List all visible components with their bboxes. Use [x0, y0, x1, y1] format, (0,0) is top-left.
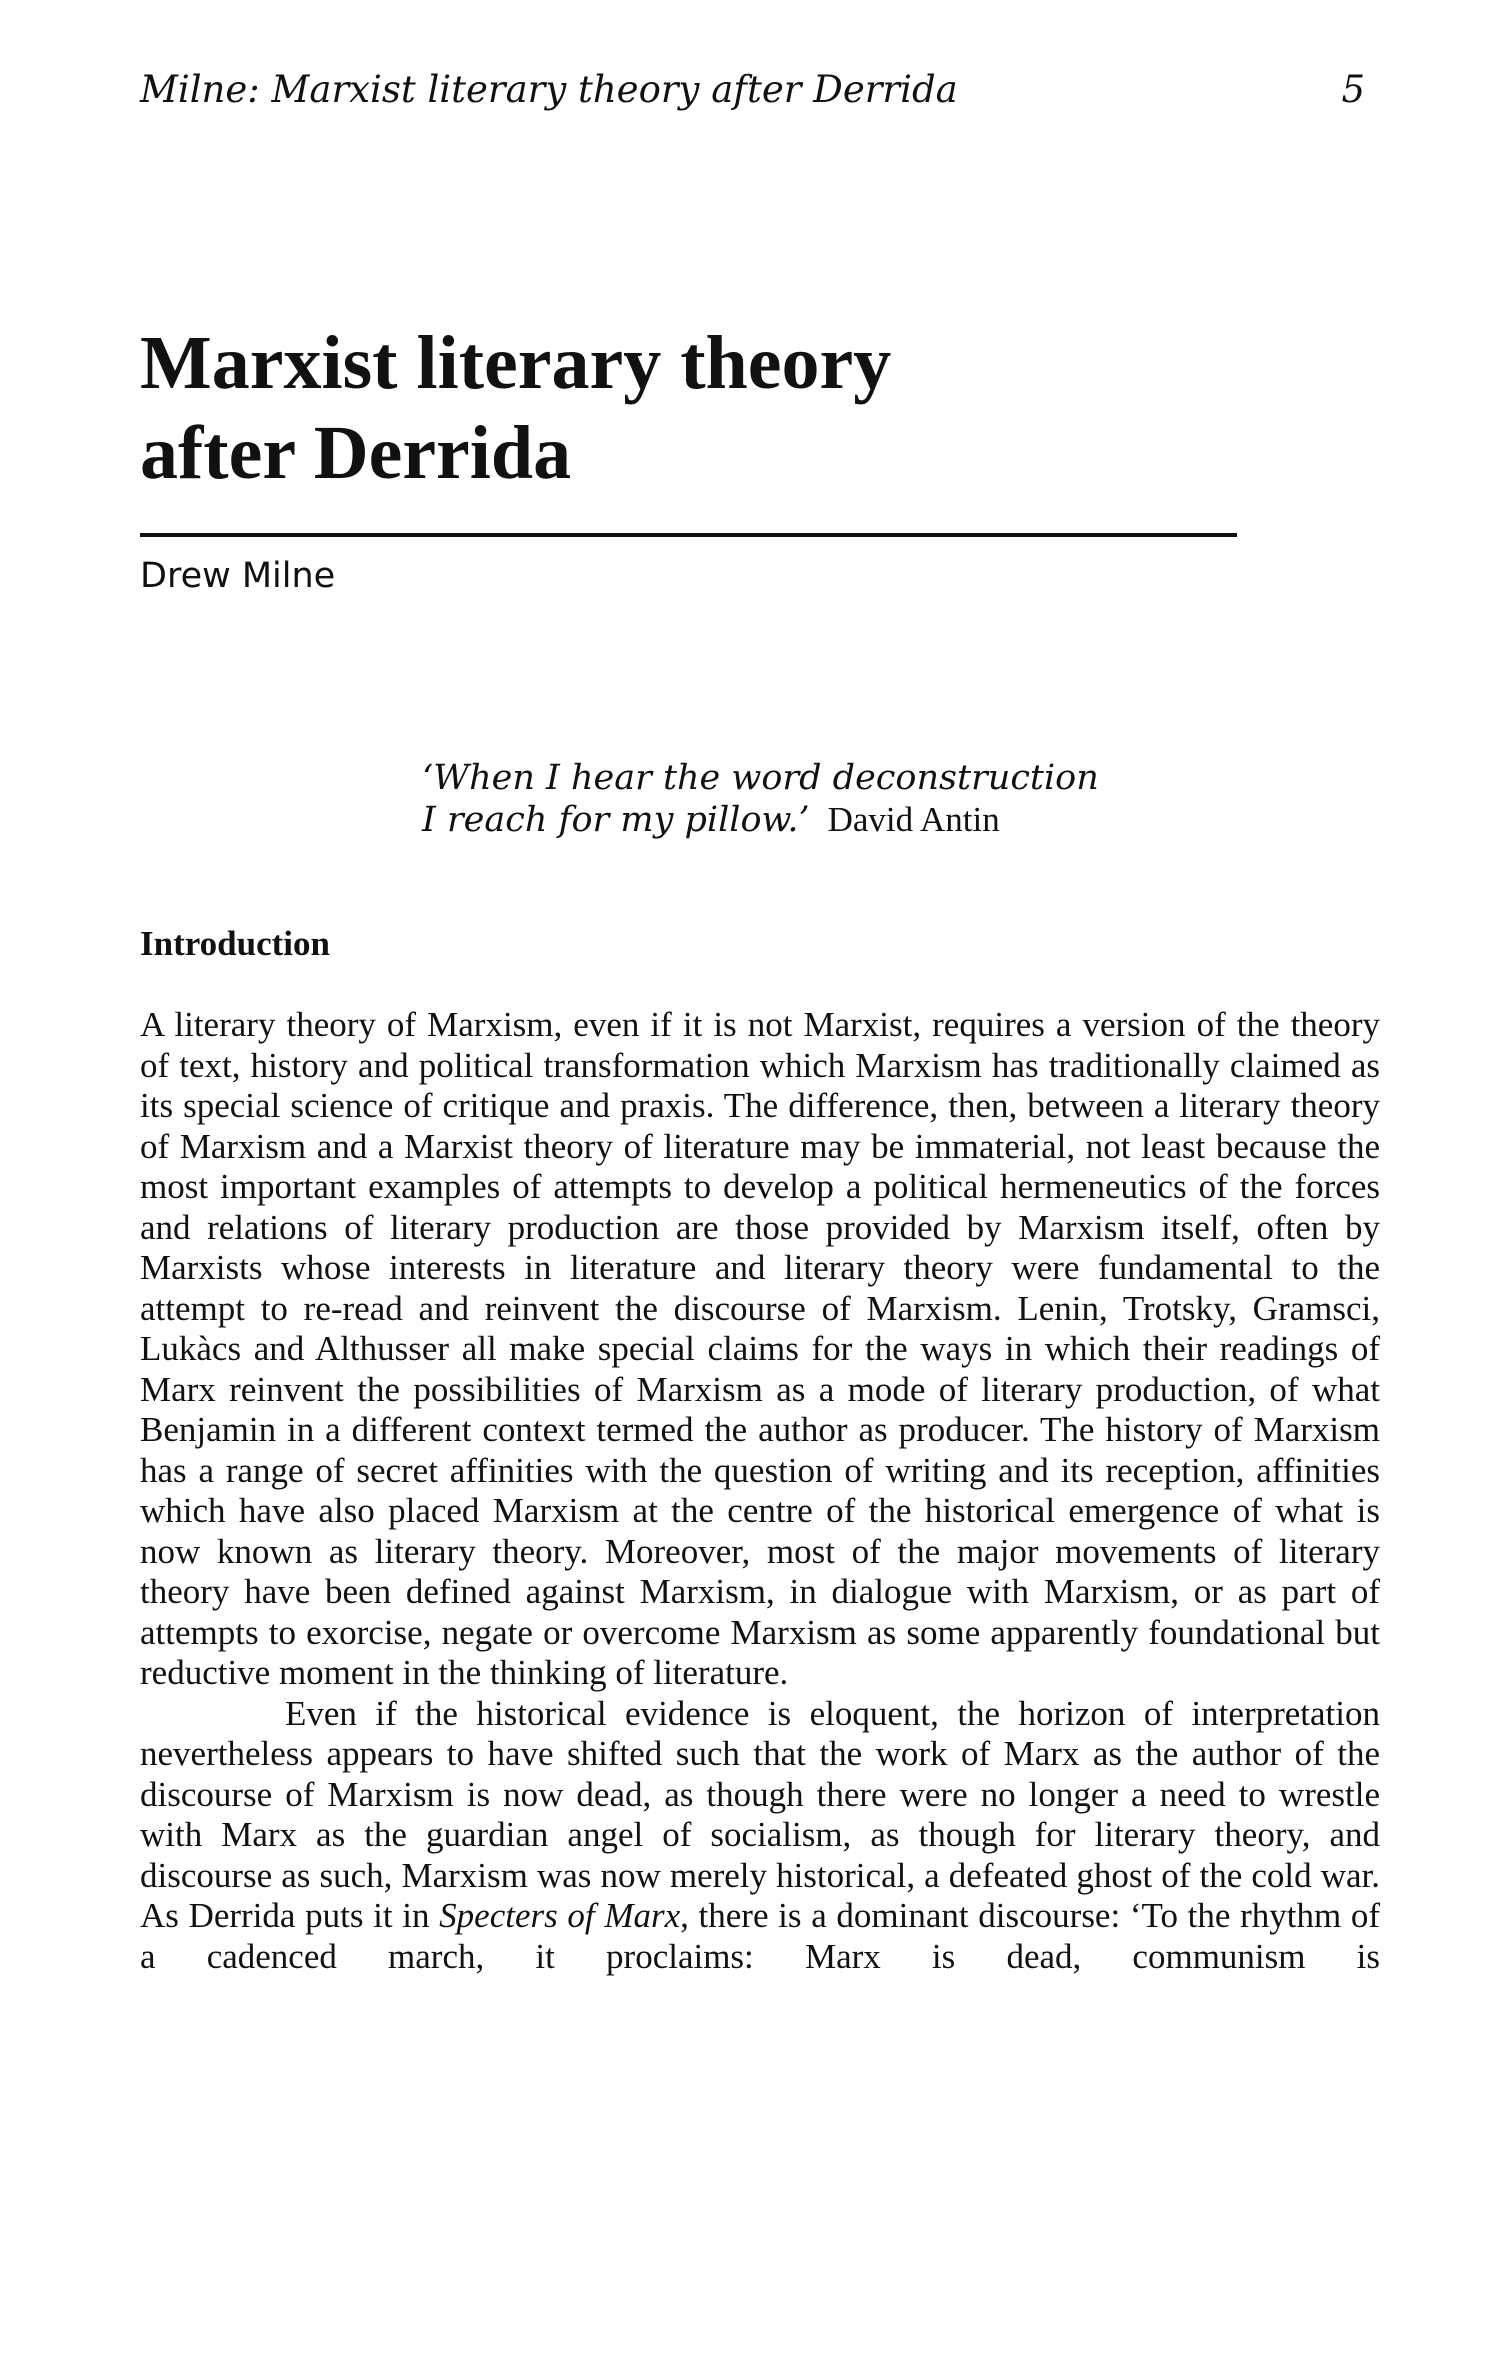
section-heading: Introduction: [140, 924, 330, 963]
body-text: [140, 1005, 1380, 1977]
paragraph-2-text-a: Even if the historical evidence is eloquent, the horizon of interpretation nevertheless appears to have shifted such that the work of Marx as the author of the discourse of Marxism is now dead, as though there were no longer a need to wrestle with Marx as the guardian angel of socialism, as though for literary theory, and discourse as such, Marxism was now merely historical, a defeated ghost of the cold war. As Derrida puts it in: [140, 1693, 1380, 1935]
running-head: [140, 60, 1365, 120]
paragraph-2-text-b: , there is a dominant discourse: ‘To the rhythm of a cadenced march, it proclaims: Marx is dead, communism is: [140, 1896, 1380, 1976]
article-title-line-2: after Derrida: [140, 411, 572, 495]
epigraph-quote-line-1: ‘When I hear the word deconstruction: [422, 758, 1099, 798]
epigraph-line-1: [422, 757, 1099, 799]
epigraph: [422, 757, 1099, 841]
epigraph-quote-line-2: I reach for my pillow.’: [422, 800, 810, 840]
author-name: Drew Milne: [140, 556, 336, 596]
article-title: [140, 318, 891, 498]
paragraph-2: [140, 1694, 1380, 1978]
epigraph-line-2: [422, 799, 1099, 841]
paragraph-1: A literary theory of Marxism, even if it is not Marxist, requires a version of the theory of text, history and political transformation which Marxism has traditionally claimed as its special science of critique and praxis. The difference, then, between a literary theory of Marxism and a Marxist theory of literature may be immaterial, not least because the most important examples of attempts to develop a political hermeneutics of the forces and relations of literary production are those provided by Marxism itself, often by Marxists whose interests in literature and literary theory were fundamental to the attempt to re-read and reinvent the discourse of Marxism. Lenin, Trotsky, Gramsci, Lukàcs and Althusser all make special claims for the ways in which their readings of Marx reinvent the possibilities of Marxism as a mode of literary production, of what Benjamin in a different context termed the author as producer. The history of Marxism has a range of secret affinities with the question of writing and its reception, affinities which have also placed Marxism at the centre of the historical emergence of what is now known as literary theory. Moreover, most of the major movements of literary theory have been defined against Marxism, in dialogue with Marxism, or as part of attempts to exorcise, negate or overcome Marxism as some apparently foundational but reductive moment in the thinking of literature.: [140, 1005, 1380, 1692]
page-number: 5: [1341, 68, 1365, 111]
title-rule: [140, 533, 1237, 537]
epigraph-attribution: David Antin: [827, 800, 1000, 839]
article-title-line-1: Marxist literary theory: [140, 321, 892, 405]
paragraph-2-book-title: Specters of Marx: [439, 1896, 681, 1935]
running-head-title: Milne: Marxist literary theory after Derrida: [140, 68, 958, 111]
